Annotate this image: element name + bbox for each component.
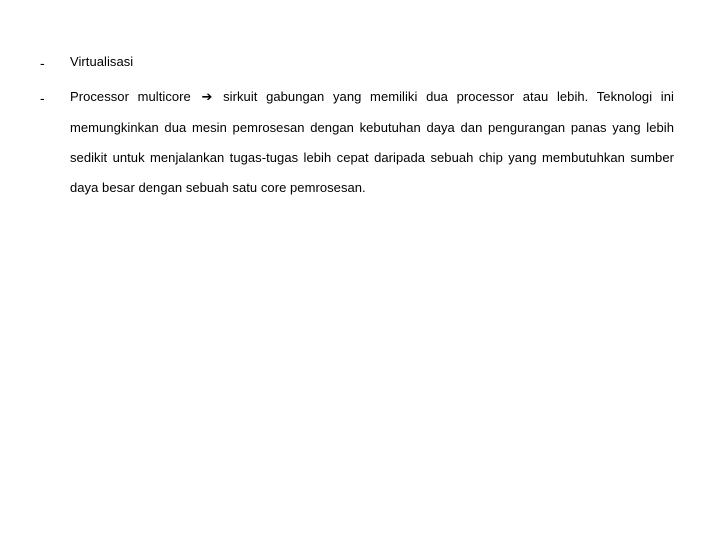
arrow-right-icon: ➔ (201, 90, 213, 105)
list-item-text: Virtualisasi (70, 54, 134, 69)
bullet-marker: - (40, 90, 45, 106)
term-description: sirkuit gabungan yang memiliki dua processor atau lebih. Teknologi ini memungkinkan dua mesin pemrosesan dengan kebutuhan daya dan pengurangan panas yang lebih sedikit untuk menjalankan tugas-tugas lebih cepat daripada sebuah chip yang membutuhkan sumber daya besar dengan sebuah satu core pemrosesan. (70, 89, 674, 195)
bullet-marker: - (40, 55, 45, 71)
list-item-text (70, 82, 674, 203)
term-label: Processor multicore (70, 89, 191, 104)
